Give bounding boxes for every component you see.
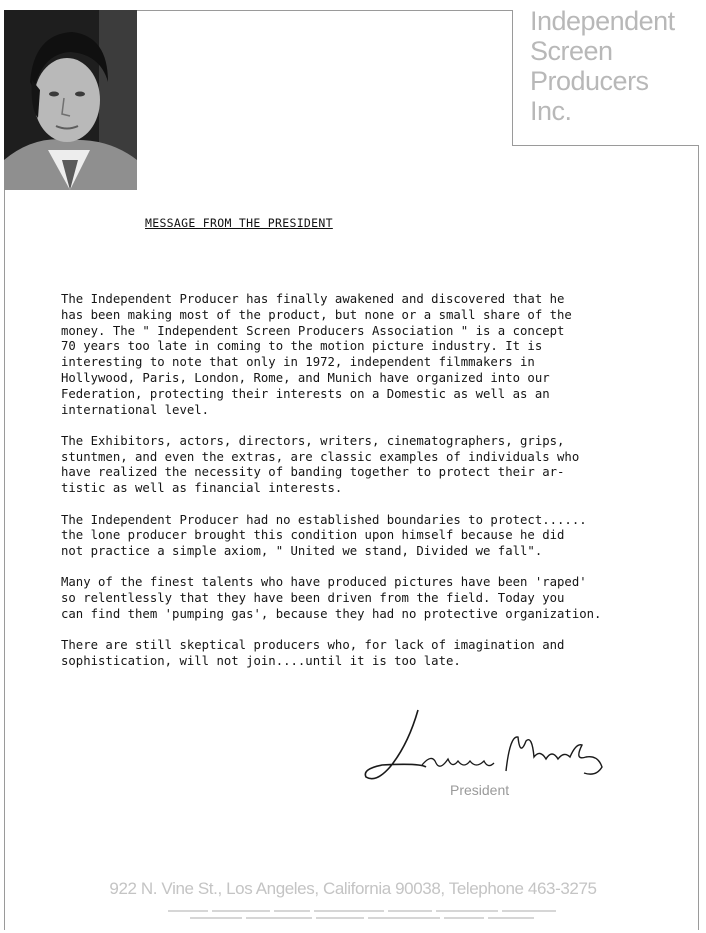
signature-title: President	[450, 782, 510, 798]
frame-right-line	[698, 145, 699, 930]
org-name-line: Independent	[530, 6, 675, 36]
frame-org-left-line	[512, 10, 513, 145]
letter-paragraph: Many of the finest talents who have produced pictures have been 'raped' so relentlessly that they have been driven from the field. Today you can find them 'pumping gas', because they had no protective organization.	[61, 575, 602, 622]
letter-body	[61, 292, 621, 685]
handwritten-signature	[360, 705, 620, 790]
org-name-line: Producers	[530, 66, 649, 96]
president-photo	[4, 10, 137, 190]
letter-paragraph: The Independent Producer had no established boundaries to protect...... the lone producer brought this condition upon himself because he did not practice a simple axiom, " United we stand, Divided we fall".	[61, 512, 587, 559]
footer-fineprint	[150, 908, 576, 928]
letter-paragraph: The Independent Producer has finally awakened and discovered that he has been making most of the product, but none or a small share of the money. The " Independent Screen Producers Association " is a concept 70 years too late in coming to the motion picture industry. It is interesting to note that only in 1972, independent filmmakers in Hollywood, Paris, London, Rome, and Munich have organized into our Federation, protecting their interests on a Domestic as well as an international level.	[61, 292, 572, 417]
frame-org-bottom-line	[512, 145, 698, 146]
organization-name	[530, 6, 706, 126]
org-name-line: Inc.	[530, 96, 572, 126]
frame-left-line	[4, 190, 5, 930]
portrait-image	[4, 10, 137, 190]
page-title: MESSAGE FROM THE PRESIDENT	[145, 216, 333, 230]
frame-top-line	[137, 10, 512, 11]
letter-paragraph: There are still skeptical producers who, for lack of imagination and sophistication, will not join....until it is too late.	[61, 638, 565, 669]
footer-address: 922 N. Vine St., Los Angeles, California 90038, Telephone 463-3275	[109, 879, 597, 898]
org-name-line: Screen	[530, 36, 613, 66]
letter-paragraph: The Exhibitors, actors, directors, writers, cinematographers, grips, stuntmen, and even the extras, are classic examples of individuals who have realized the necessity of banding together to protect their ar- tistic as well as financial interests.	[61, 433, 580, 496]
